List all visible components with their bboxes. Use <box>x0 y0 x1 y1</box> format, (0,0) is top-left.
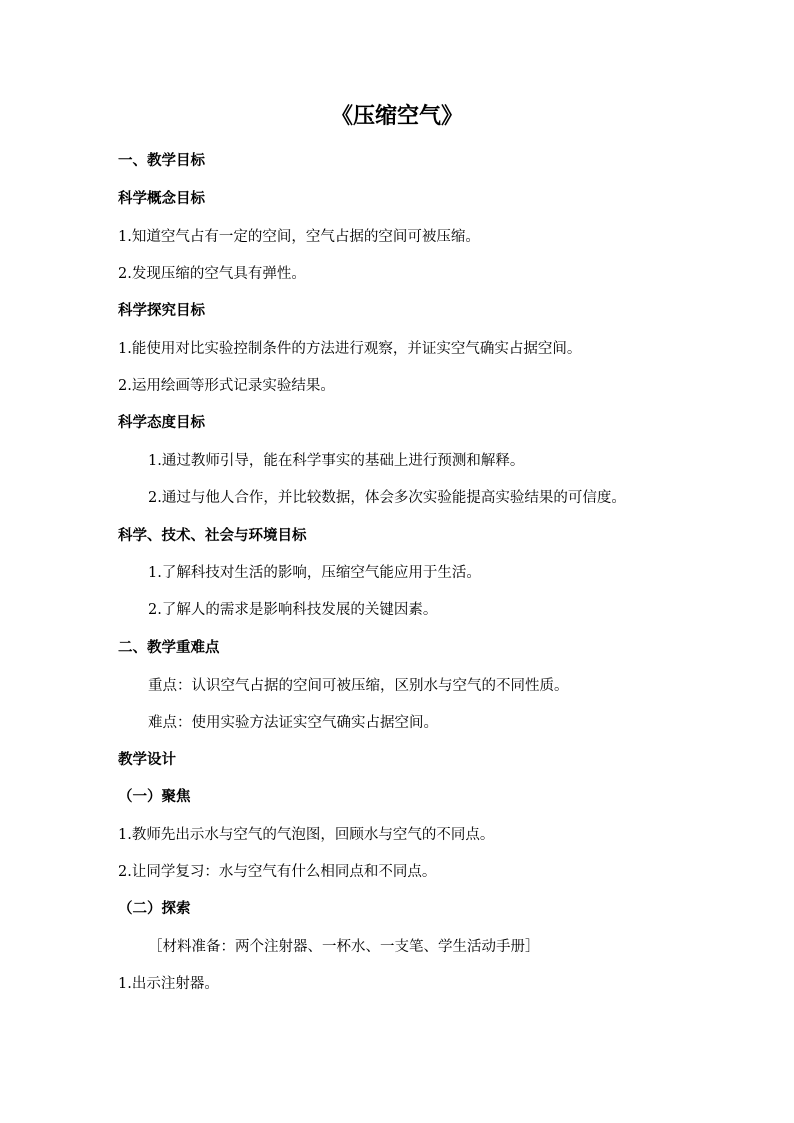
paragraph: 2.运用绘画等形式记录实验结果。 <box>118 378 335 394</box>
paragraph: 难点：使用实验方法证实空气确实占据空间。 <box>148 715 438 731</box>
paragraph: 1.出示注射器。 <box>118 976 219 992</box>
paragraph: 1.知道空气占有一定的空间，空气占据的空间可被压缩。 <box>118 229 480 245</box>
document-title: 《压缩空气》 <box>330 103 463 129</box>
paragraph: 1.通过教师引导，能在科学事实的基础上进行预测和解释。 <box>148 453 525 469</box>
paragraph: 2.发现压缩的空气具有弹性。 <box>118 266 306 282</box>
section-heading: 教学设计 <box>118 752 176 768</box>
section-heading: 二、教学重难点 <box>118 640 220 656</box>
paragraph: 重点：认识空气占据的空间可被压缩，区别水与空气的不同性质。 <box>148 678 569 694</box>
subsection-heading: 科学概念目标 <box>118 191 205 207</box>
subsection-heading: （二）探索 <box>118 901 191 917</box>
section-heading: 一、教学目标 <box>118 153 205 169</box>
subsection-heading: 科学探究目标 <box>118 303 205 319</box>
subsection-heading: 科学态度目标 <box>118 415 205 431</box>
paragraph: 1.能使用对比实验控制条件的方法进行观察，并证实空气确实占据空间。 <box>118 341 582 357</box>
paragraph: 2.让同学复习：水与空气有什么相同点和不同点。 <box>118 864 437 880</box>
paragraph: 1.教师先出示水与空气的气泡图，回顾水与空气的不同点。 <box>118 827 495 843</box>
subsection-heading: （一）聚焦 <box>118 789 191 805</box>
paragraph: 2.通过与他人合作，并比较数据，体会多次实验能提高实验结果的可信度。 <box>148 490 626 506</box>
subsection-heading: 科学、技术、社会与环境目标 <box>118 528 307 544</box>
paragraph: ［材料准备：两个注射器、一杯水、一支笔、学生活动手册］ <box>148 939 540 955</box>
paragraph: 1.了解科技对生活的影响，压缩空气能应用于生活。 <box>148 565 481 581</box>
paragraph: 2.了解人的需求是影响科技发展的关键因素。 <box>148 602 438 618</box>
